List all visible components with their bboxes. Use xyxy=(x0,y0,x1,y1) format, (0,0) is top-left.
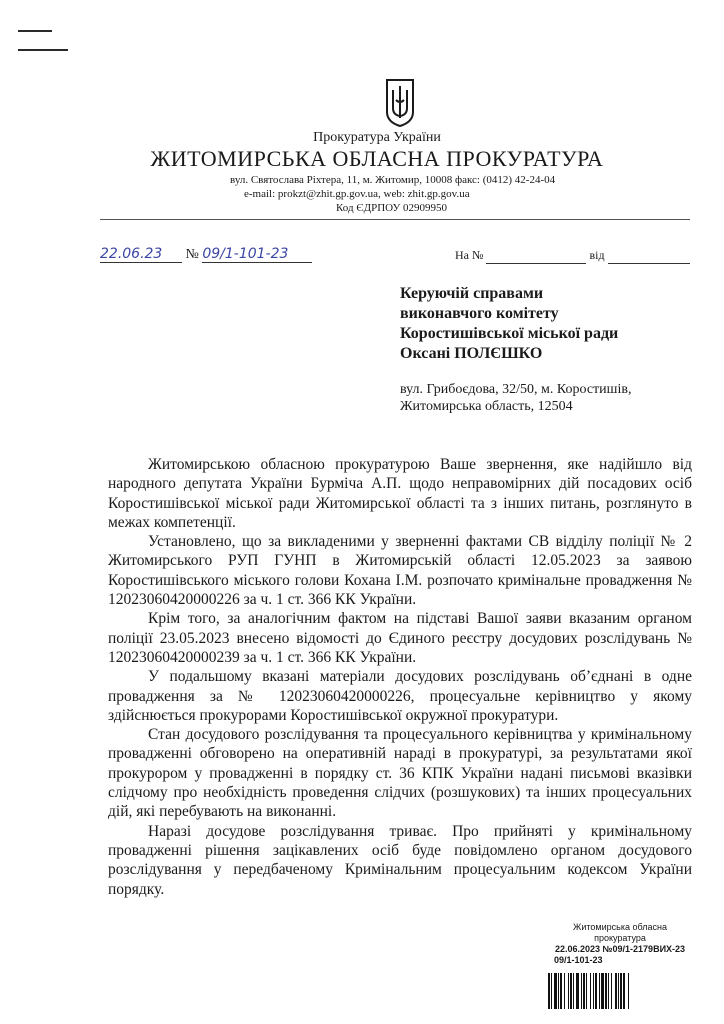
header-divider xyxy=(100,219,690,220)
outgoing-date: 22.06.23 xyxy=(100,246,182,263)
recipient-position: Керуючій справами xyxy=(400,285,544,302)
stamp-doc-number: 09/1-101-23 xyxy=(554,955,603,965)
org-contacts: e-mail: prokzt@zhit.gp.gov.ua, web: zhit.gp.gov.ua xyxy=(244,188,470,200)
recipient-address-street: вул. Грибоєдова, 32/50, м. Коростишів, xyxy=(400,382,632,397)
incoming-date-label: від xyxy=(589,248,605,262)
number-label: № xyxy=(185,247,199,262)
body-paragraph: Установлено, що за викладеними у зверненні фактами СВ відділу поліції № 2 Житомирського РУП ГУНП в Житомирській області 12.05.2023 за заявою Коростишівського міського голови Кохана І.М. розпочато кримінальне провадження № 12023060420000226 за ч. 1 ст. 366 КК України. xyxy=(108,533,692,609)
corner-mark xyxy=(18,30,52,32)
recipient-address-region: Житомирська область, 12504 xyxy=(400,399,573,414)
barcode xyxy=(548,973,700,1009)
body-paragraph: У подальшому вказані матеріали досудових розслідувань об’єднані в одне провадження за № 12023060420000226, процесуальне керівництво у якому здійснюється прокурорами Коростишівської окружної прокуратури. xyxy=(108,668,692,724)
incoming-number-blank xyxy=(486,248,586,264)
body-paragraph: Стан досудового розслідування та процесуального керівництва у кримінальному провадженні обговорено на оперативній нараді в прокуратурі, за результатами якої прокурором у провадженні в порядку ст. 36 КПК України надані письмові вказівки слідчому про необхідність проведення слідчих (розшукових) та інших процесуальних дій, які перебувають на виконанні. xyxy=(108,726,692,821)
outgoing-registration xyxy=(100,246,312,263)
org-address: вул. Святослава Ріхтера, 11, м. Житомир, 10008 факс: (0412) 42-24-04 xyxy=(230,174,556,186)
recipient-organ: виконавчого комітету xyxy=(400,305,559,322)
stamp-org: Житомирська обласна xyxy=(573,922,667,932)
registration-stamp xyxy=(540,922,700,966)
incoming-number-label: На № xyxy=(455,248,484,262)
body-paragraph: Наразі досудове розслідування триває. Про прийняті у кримінальному провадженні рішення зацікавлених осіб буде повідомлено органом досудового розслідування у передбаченому Кримінальним процесуальним кодексом України порядку. xyxy=(108,822,692,898)
org-edrpou: Код ЄДРПОУ 02909950 xyxy=(336,202,448,214)
body-paragraph: Житомирською обласною прокуратурою Ваше звернення, яке надійшло від народного депутата України Бурміча А.П. щодо неправомірних дій посадових осіб Коростишівської міської ради Житомирської області та з інших питань, розглянуто в межах компетенції. xyxy=(108,456,692,531)
org-parent: Прокуратура України xyxy=(313,130,441,145)
recipient-name: Оксані ПОЛЄШКО xyxy=(400,345,543,362)
incoming-registration xyxy=(455,248,690,264)
incoming-date-blank xyxy=(608,248,690,264)
recipient-council: Коростишівської міської ради xyxy=(400,325,619,342)
corner-mark xyxy=(18,49,68,51)
recipient-address xyxy=(400,381,631,415)
recipient-block xyxy=(400,284,618,364)
letter-body xyxy=(108,455,692,899)
stamp-org-sub: прокуратура xyxy=(594,933,646,943)
stamp-reg-number: 22.06.2023 №09/1-2179ВИХ-23 xyxy=(554,944,686,954)
body-paragraph: Крім того, за аналогічним фактом на підставі Вашої заяви вказаним органом поліції 23.05.2023 внесено відомості до Єдиного реєстру досудових розслідувань № 12023060420000239 за ч. 1 ст. 366 КК України. xyxy=(108,610,692,666)
trident-emblem-icon xyxy=(384,78,416,128)
org-name: ЖИТОМИРСЬКА ОБЛАСНА ПРОКУРАТУРА xyxy=(150,146,604,171)
outgoing-number: 09/1-101-23 xyxy=(202,246,312,263)
